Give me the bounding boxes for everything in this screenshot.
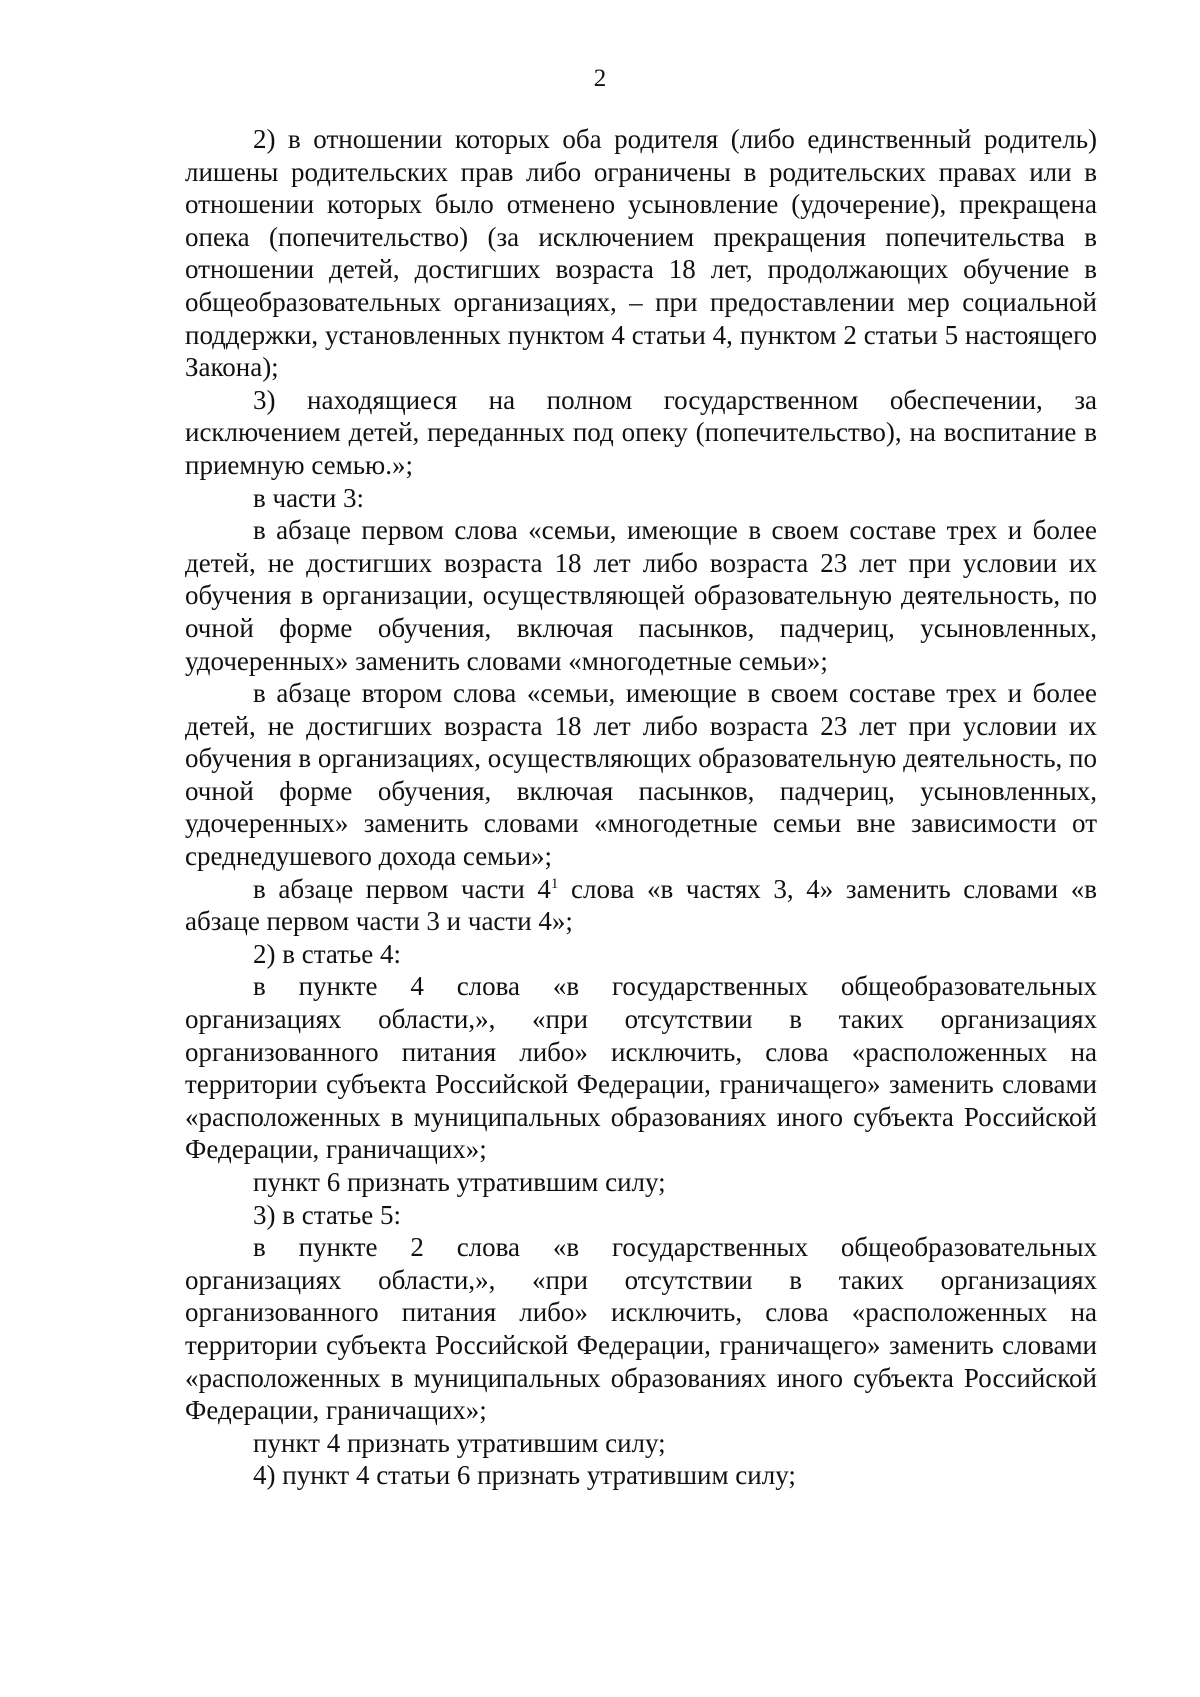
superscript-one: 1	[550, 875, 559, 892]
paragraph-item-3: 3) находящиеся на полном государственном обеспечении, за исключением детей, переданных под опеку (попечительство), на воспитание в приемную семью.»;	[185, 384, 1097, 480]
paragraph-second-abzac: в абзаце втором слова «семьи, имеющие в своем составе трех и более детей, не достигших возраста 18 лет либо возраста 23 лет при условии их обучения в организациях, осуществляющих образовательную деятельность, по очной форме обучения, включая пасынков, падчериц, усыновленных, удочеренных» заменить словами «многодетные семьи вне зависимости от среднедушевого дохода семьи»;	[185, 678, 1097, 872]
paragraph-article-4-point-4: в пункте 4 слова «в государственных общеобразовательных организациях области,», «при отсутствии в таких организациях организованного питания либо» исключить, слова «расположенных на территории субъекта Российской Федерации, граничащего» заменить словами «расположенных в муниципальных образованиях иного субъекта Российской Федерации, граничащих»;	[185, 971, 1097, 1165]
paragraph-article-5-point-2: в пункте 2 слова «в государственных общеобразовательных организациях области,», «при отсутствии в таких организациях организованного питания либо» исключить, слова «расположенных на территории субъекта Российской Федерации, граничащего» заменить словами «расположенных в муниципальных образованиях иного субъекта Российской Федерации, граничащих»;	[185, 1232, 1097, 1426]
page-number: 2	[593, 65, 607, 92]
paragraph-article-4-point-6: пункт 6 признать утратившим силу;	[253, 1167, 666, 1197]
paragraph-article-5: 3) в статье 5:	[253, 1199, 401, 1230]
paragraph-part-3: в части 3:	[253, 482, 365, 513]
paragraph-part-4-1-after: слова «в частях 3, 4» заменить словами «в абзаце первом части 3 и части 4»;	[185, 873, 1098, 937]
paragraph-article-4: 2) в статье 4:	[253, 938, 401, 969]
paragraph-item-2: 2) в отношении которых оба родителя (либо единственный родитель) лишены родительских прав либо ограничены в родительских правах или в отношении которых было отменено усыновление (удочерение), прекращена опека (попечительство) (за исключением прекращения попечительства в отношении детей, достигших возраста 18 лет, продолжающих обучение в общеобразовательных организациях, – при предоставлении мер социальной поддержки, установленных пунктом 4 статьи 4, пунктом 2 статьи 5 настоящего Закона);	[185, 124, 1097, 383]
paragraph-article-5-point-4: пункт 4 признать утратившим силу;	[253, 1427, 666, 1458]
paragraph-article-6-point-4: 4) пункт 4 статьи 6 признать утратившим силу;	[253, 1460, 796, 1491]
document-body	[185, 123, 1097, 1492]
paragraph-first-abzac: в абзаце первом слова «семьи, имеющие в своем составе трех и более детей, не достигших возраста 18 лет либо возраста 23 лет при условии их обучения в организации, осуществляющей образовательную деятельность, по очной форме обучения, включая пасынков, падчериц, усыновленных, удочеренных» заменить словами «многодетные семьи»;	[185, 515, 1097, 676]
paragraph-part-4-1	[185, 873, 1097, 938]
paragraph-part-4-1-before: в абзаце первом части 4	[253, 873, 551, 904]
